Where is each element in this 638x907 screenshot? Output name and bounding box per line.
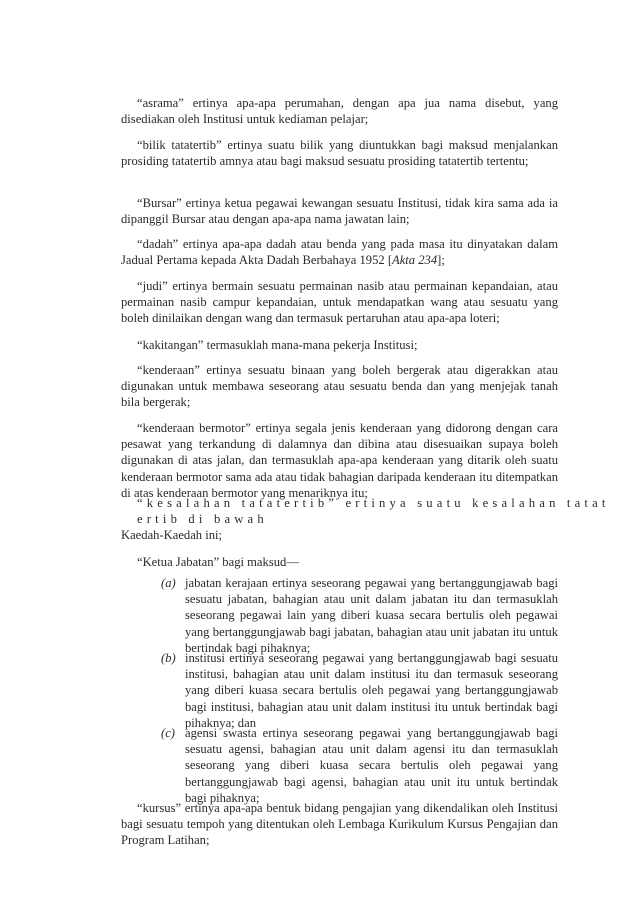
definition-kursus: “kursus” ertinya apa-apa bentuk bidang pengajian yang dikendalikan oleh Institusi bagi sesuatu tempoh yang ditentukan oleh Lembaga Kurikulum Kursus Pengajian dan Program Latihan; xyxy=(121,801,558,848)
definition-kenderaan: “kenderaan” ertinya sesuatu binaan yang boleh bergerak atau digerakkan atau digunakan untuk membawa seseorang atau sesuatu benda dan yang menjejak tanah bila bergerak; xyxy=(121,363,558,410)
item-text: institusi ertinya seseorang pegawai yang bertanggungjawab bagi sesuatu institusi, bahagian atau unit dalam institusi itu dan termasuk seseorang yang diberi kuasa secara bertulis oleh pegawai yang bertanggungjawab bagi institusi, bahagian atau unit dalam institusi itu untuk bertindak bagi pihaknya; dan xyxy=(185,651,558,730)
definition-dadah xyxy=(121,236,558,268)
item-text: agensi swasta ertinya seseorang pegawai yang bertanggungjawab bagi sesuatu agensi, bahagian atau unit dalam agensi itu dan termasuklah seseorang yang diberi kuasa secara bertulis oleh pegawai yang bertanggungjawab bagi agensi, bahagian atau unit itu untuk bertindak bagi pihaknya; xyxy=(185,726,558,805)
item-label: (b) xyxy=(161,651,176,665)
definition-bursar: “Bursar” ertinya ketua pegawai kewangan sesuatu Institusi, tidak kira sama ada ia dipanggil Bursar atau dengan apa-apa nama jawatan lain; xyxy=(121,196,558,227)
item-label: (c) xyxy=(161,726,175,740)
definition-kesalahan-tatatertib xyxy=(121,495,610,544)
dadah-text: “dadah” ertinya apa-apa dadah atau benda yang pada masa itu dinyatakan dalam Jadual Pertama kepada Akta Dadah Berbahaya 1952 [ xyxy=(121,237,558,268)
ketua-item-b xyxy=(161,650,558,731)
kesalahan-line-1: “kesalahan tatatertib” ertinya suatu kesalahan tatat xyxy=(137,496,610,510)
definition-asrama: “asrama” ertinya apa-apa perumahan, dengan apa jua nama disebut, yang disediakan oleh Institusi untuk kediaman pelajar; xyxy=(121,96,558,127)
ketua-item-c xyxy=(161,725,558,806)
item-text: jabatan kerajaan ertinya seseorang pegawai yang bertanggungjawab bagi sesuatu jabatan, bahagian atau unit dalam jabatan itu dan termasuklah seseorang pegawai lain yang diberi kuasa secara bertulis oleh pegawai yang bertanggungjawab bagi jabatan, bahagian atau unit jabatan itu untuk bertindak bagi pihaknya; xyxy=(185,576,558,655)
ketua-item-a xyxy=(161,575,558,656)
definition-kenderaan-bermotor: “kenderaan bermotor” ertinya segala jenis kenderaan yang didorong dengan cara pesawat yang terkandung di dalamnya dan dibina atau disesuaikan supaya boleh digunakan di atas jalan, dan termasuklah apa-apa kenderaan yang ditarik oleh suatu kenderaan bermotor sama ada atau tidak bahagian daripada kenderaan itu ditempatkan di atas kenderaan bermotor yang menariknya itu; xyxy=(121,421,558,500)
item-label: (a) xyxy=(161,576,176,590)
definition-ketua-jabatan: “Ketua Jabatan” bagi maksud— xyxy=(137,555,299,569)
dadah-act-reference: Akta 234 xyxy=(392,253,438,268)
definition-judi: “judi” ertinya bermain sesuatu permainan nasib atau permainan kepandaian, atau permainan nasib campur kepandaian, untuk mendapatkan wang atau sesuatu yang boleh dinilaikan dengan wang dan termasuk pertaruhan atau apa-apa loteri; xyxy=(121,279,558,326)
definition-bilik-tatatertib: “bilik tatatertib” ertinya suatu bilik yang diuntukkan bagi maksud menjalankan prosiding tatatertib amnya atau bagi maksud sesuatu prosiding tatatertib tertentu; xyxy=(121,138,558,169)
kesalahan-line-2: ertib di bawah xyxy=(137,512,268,527)
kesalahan-line-3: Kaedah-Kaedah ini; xyxy=(121,528,223,543)
definition-kakitangan: “kakitangan” termasuklah mana-mana pekerja Institusi; xyxy=(137,338,418,352)
dadah-end: ]; xyxy=(437,253,445,268)
